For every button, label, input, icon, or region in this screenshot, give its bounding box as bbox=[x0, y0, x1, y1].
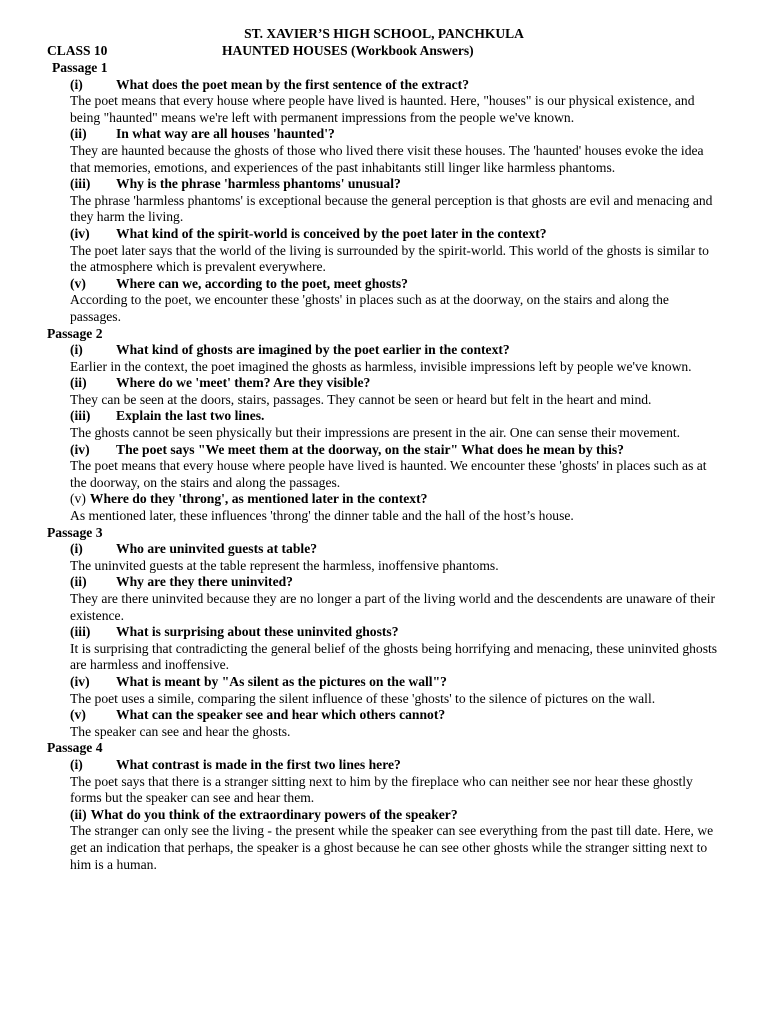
question-number: (ii) bbox=[70, 806, 87, 822]
passage-heading: Passage 2 bbox=[47, 325, 103, 341]
question bbox=[0, 176, 768, 193]
question bbox=[0, 491, 768, 508]
question bbox=[0, 757, 768, 774]
question-text: Why is the phrase 'harmless phantoms' unusual? bbox=[116, 176, 401, 192]
question-text: What kind of the spirit-world is conceived by the poet later in the context? bbox=[116, 225, 547, 241]
question-text: What kind of ghosts are imagined by the poet earlier in the context? bbox=[116, 342, 510, 358]
answer-text: They are haunted because the ghosts of those who lived there visit these houses. The 'haunted' houses evoke the idea that memories, emotions, and experiences of the past inhabitants still linger like harmless phantoms. bbox=[70, 142, 704, 175]
question bbox=[0, 624, 768, 641]
answer-text: The poet means that every house where people have lived is haunted. We encounter these 'ghosts' in places such as at the doorway, on the stairs and along the passages. bbox=[70, 458, 707, 490]
question-number: (i) bbox=[70, 76, 83, 92]
question-number: (i) bbox=[70, 342, 83, 358]
school-name: ST. XAVIER’S HIGH SCHOOL, PANCHKULA bbox=[244, 26, 524, 41]
question bbox=[0, 126, 768, 143]
question-text: What contrast is made in the first two lines here? bbox=[116, 756, 401, 772]
answer-text: Earlier in the context, the poet imagined the ghosts as harmless, invisible impressions left by people we've known. bbox=[70, 358, 692, 374]
answer-text: The uninvited guests at the table represent the harmless, inoffensive phantoms. bbox=[70, 557, 499, 573]
question-number: (iv) bbox=[70, 441, 90, 457]
question-number: (v) bbox=[70, 491, 86, 507]
question bbox=[0, 674, 768, 691]
question bbox=[0, 442, 768, 459]
question-text: Where do we 'meet' them? Are they visible? bbox=[116, 375, 371, 391]
answer-text: According to the poet, we encounter these 'ghosts' in places such as at the doorway, on the stairs and along the passages. bbox=[70, 292, 669, 324]
question-text: Where can we, according to the poet, meet ghosts? bbox=[116, 275, 408, 291]
question-number: (iii) bbox=[70, 176, 91, 192]
question-number: (v) bbox=[70, 275, 86, 291]
answers-content bbox=[0, 60, 768, 873]
question-text: What is meant by "As silent as the pictures on the wall"? bbox=[116, 673, 447, 689]
answer-text: It is surprising that contradicting the general belief of the ghosts being horrifying and menacing, these uninvited ghosts are harmless and inoffensive. bbox=[70, 640, 718, 673]
question-number: (iii) bbox=[70, 624, 91, 640]
question-text: What do you think of the extraordinary powers of the speaker? bbox=[90, 806, 458, 822]
question bbox=[0, 375, 768, 392]
question-text: Where do they 'throng', as mentioned later in the context? bbox=[89, 491, 428, 507]
question-text: Why are they there uninvited? bbox=[116, 574, 293, 590]
question bbox=[0, 342, 768, 359]
question-number: (ii) bbox=[70, 375, 87, 391]
question-text: Explain the last two lines. bbox=[116, 408, 265, 424]
answer-text: The phrase 'harmless phantoms' is exceptional because the general perception is that ghosts are evil and menacing and they harm the living. bbox=[70, 192, 713, 225]
question-text: In what way are all houses 'haunted'? bbox=[116, 126, 335, 142]
question bbox=[0, 408, 768, 425]
answer-text: As mentioned later, these influences 'throng' the dinner table and the hall of the host’s house. bbox=[70, 508, 574, 524]
document-title: HAUNTED HOUSES (Workbook Answers) bbox=[222, 43, 474, 58]
answer-text: The stranger can only see the living - the present while the speaker can see everything from the past till date. Here, we get an indication that perhaps, the speaker is a ghost because he can see other ghosts while the stranger sitting next to him is a human. bbox=[70, 823, 714, 872]
passage-heading: Passage 3 bbox=[47, 524, 103, 540]
answer-text: They are there uninvited because they are no longer a part of the living world and the descendents are unaware of their existence. bbox=[70, 591, 716, 623]
question-text: What can the speaker see and hear which others cannot? bbox=[116, 707, 446, 723]
question bbox=[0, 226, 768, 243]
class-label: CLASS 10 bbox=[47, 43, 108, 58]
question-number: (ii) bbox=[70, 574, 87, 590]
question-text: Who are uninvited guests at table? bbox=[116, 541, 318, 557]
question bbox=[0, 707, 768, 724]
question-number: (i) bbox=[70, 541, 83, 557]
question-number: (iii) bbox=[70, 408, 91, 424]
question-number: (v) bbox=[70, 707, 86, 723]
passage-heading: Passage 4 bbox=[47, 740, 103, 756]
question bbox=[0, 276, 768, 293]
passage-heading: Passage 1 bbox=[52, 60, 108, 75]
answer-text: The poet means that every house where people have lived is haunted. Here, "houses" is our physical existence, and being "haunted" means we're left with permanent impressions from the people we've known. bbox=[70, 93, 695, 125]
question bbox=[0, 77, 768, 94]
answer-text: They can be seen at the doors, stairs, passages. They cannot be seen or heard but felt in the heart and mind. bbox=[70, 391, 652, 407]
question bbox=[0, 541, 768, 558]
question bbox=[0, 574, 768, 591]
answer-text: The ghosts cannot be seen physically but their impressions are present in the air. One can sense their movement. bbox=[70, 425, 681, 441]
answer-text: The poet says that there is a stranger sitting next to him by the fireplace who can neither see nor hear these ghostly forms but the speaker can see and hear them. bbox=[70, 773, 693, 806]
question-number: (ii) bbox=[70, 126, 87, 142]
answer-text: The speaker can see and hear the ghosts. bbox=[70, 723, 291, 739]
question-text: The poet says "We meet them at the doorway, on the stair" What does he mean by this? bbox=[116, 441, 624, 457]
answer-text: The poet uses a simile, comparing the silent influence of these 'ghosts' to the silence of pictures on the wall. bbox=[70, 690, 656, 706]
question-number: (iv) bbox=[70, 225, 90, 241]
question-number: (iv) bbox=[70, 673, 90, 689]
question-text: What does the poet mean by the first sentence of the extract? bbox=[116, 76, 469, 92]
question-text: What is surprising about these uninvited ghosts? bbox=[116, 624, 399, 640]
question bbox=[0, 807, 768, 824]
question-number: (i) bbox=[70, 756, 83, 772]
answer-text: The poet later says that the world of the living is surrounded by the spirit-world. This world of the ghosts is similar to the atmosphere which is prevalent everywhere. bbox=[70, 242, 709, 275]
